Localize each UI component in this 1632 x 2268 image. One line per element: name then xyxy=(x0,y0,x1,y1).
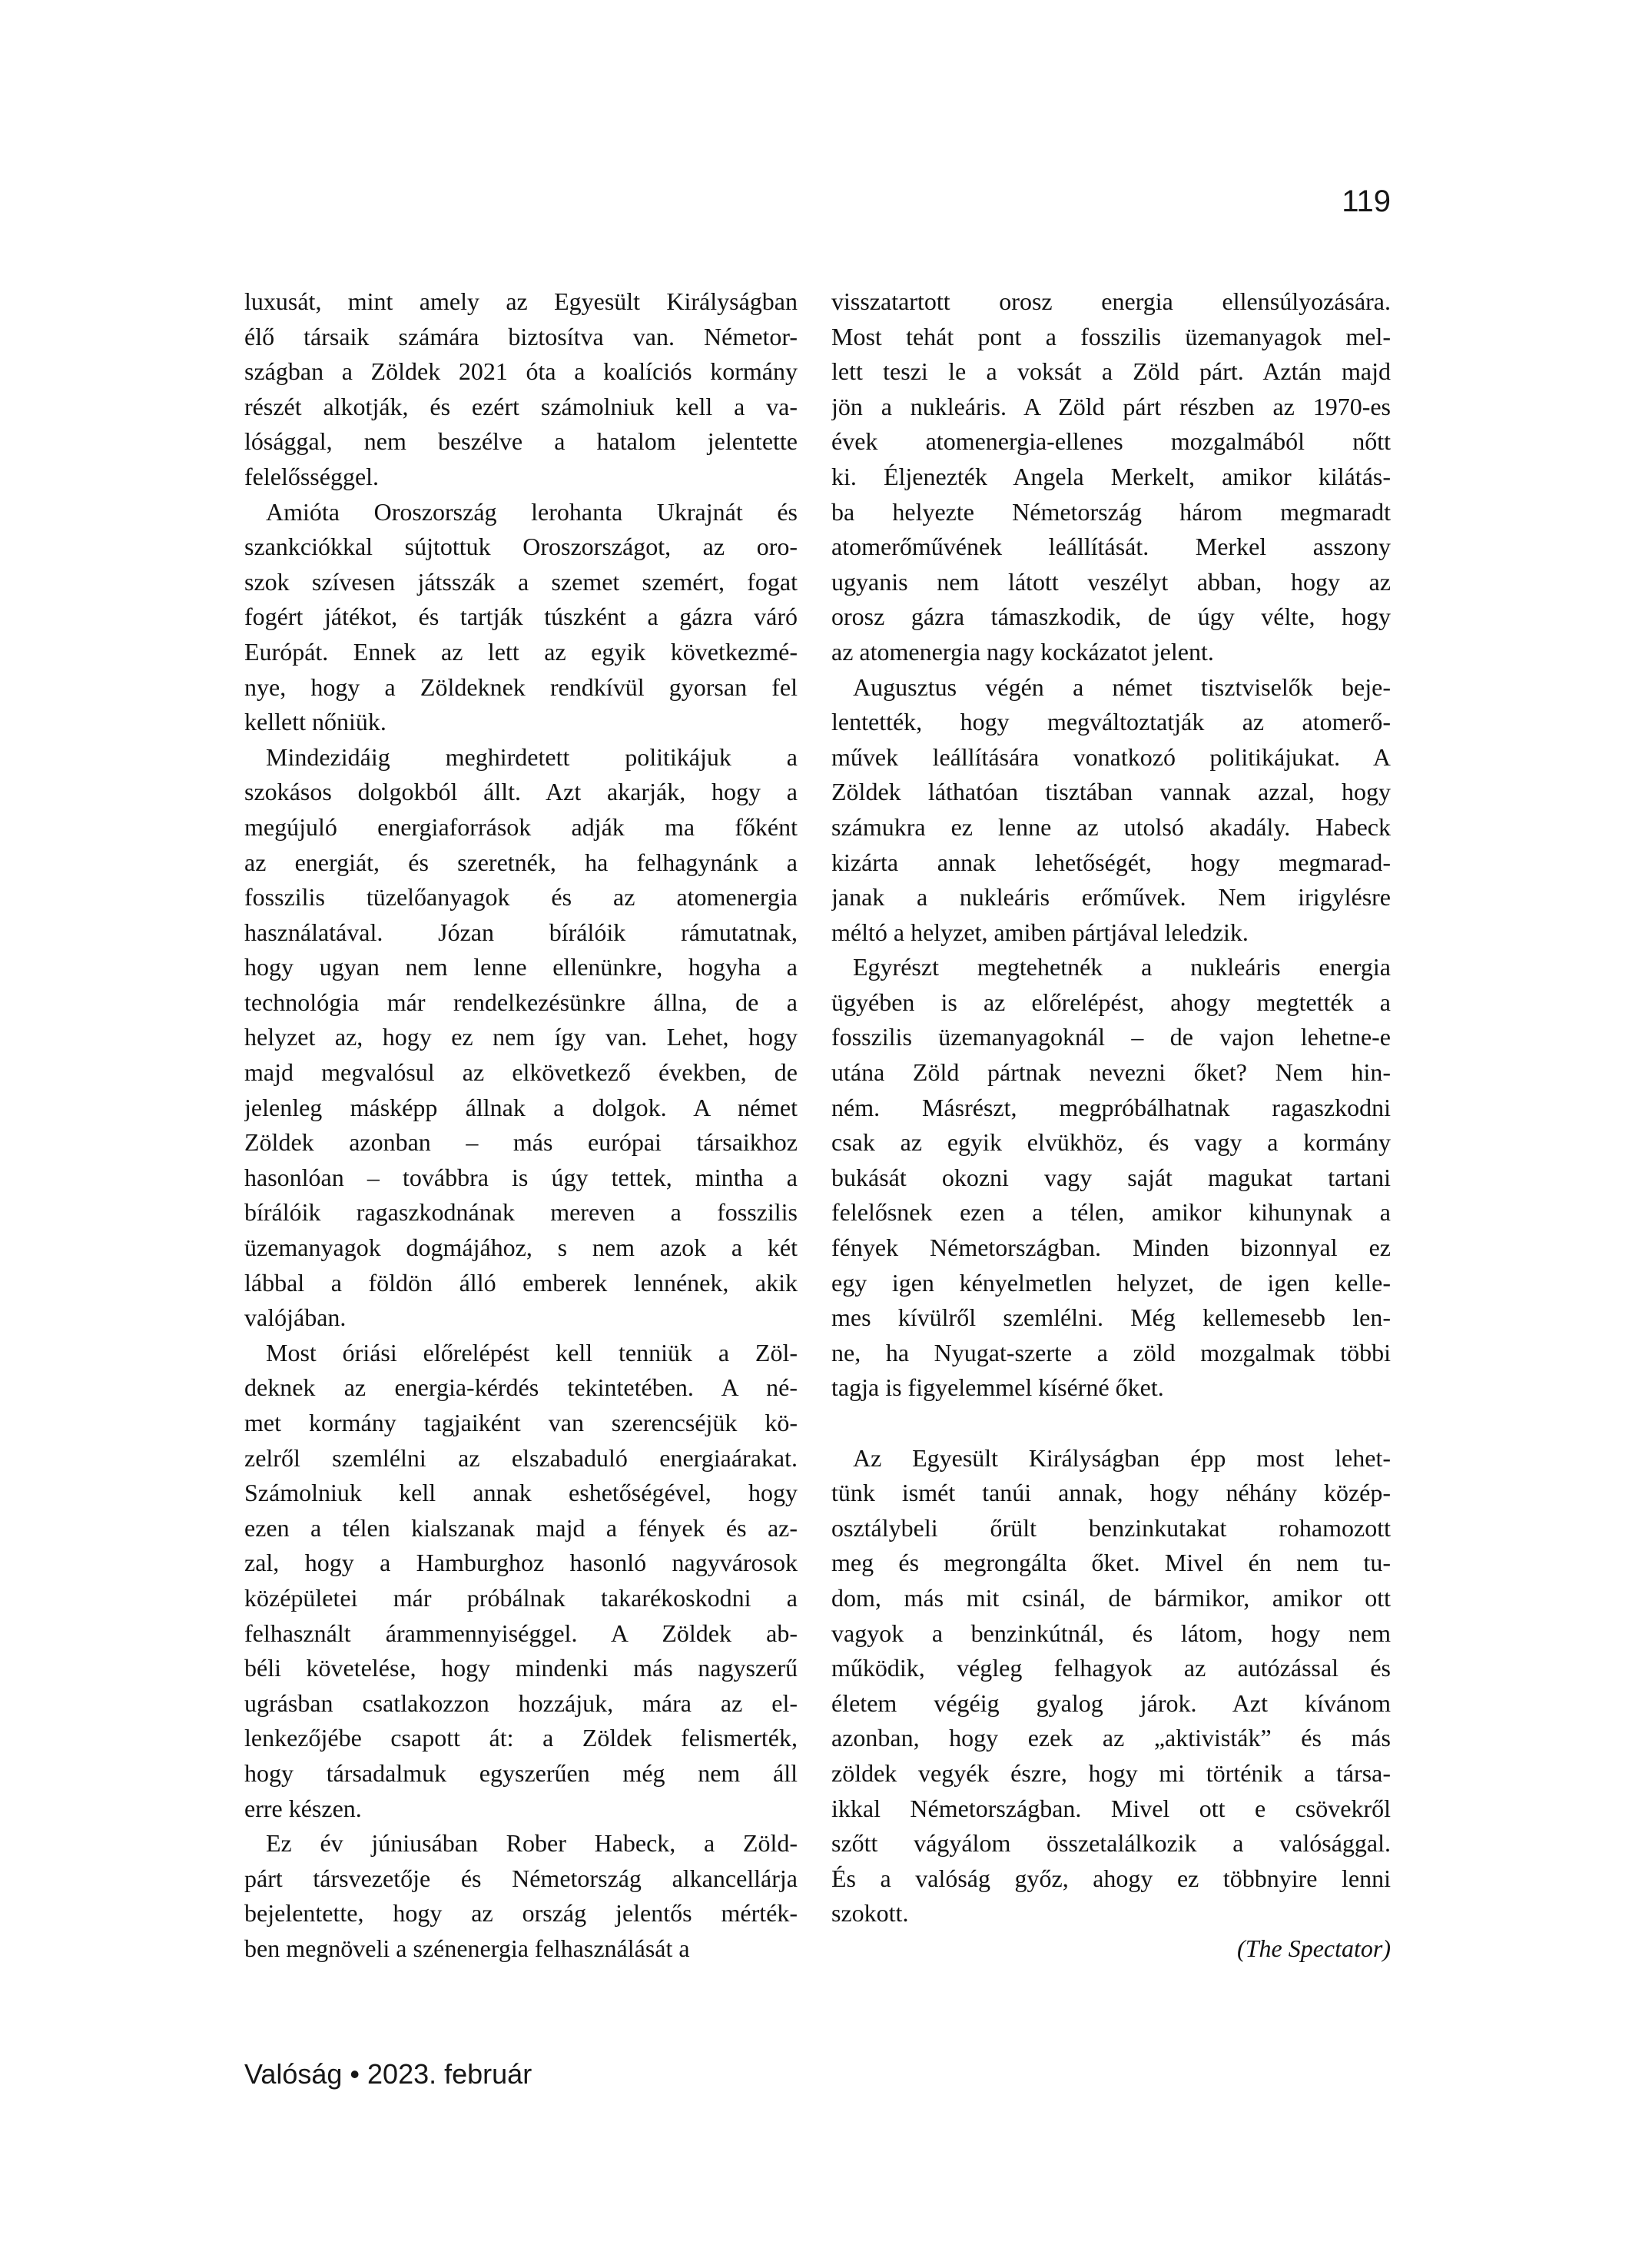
paragraph xyxy=(831,1441,1391,1931)
text-line: lenkezőjébe csapott át: a Zöldek felismerték, xyxy=(244,1724,798,1752)
text-line: ki. Éljenezték Angela Merkelt, amikor kilátás- xyxy=(831,462,1391,490)
text-line: üzemanyagok dogmájához, s nem azok a két xyxy=(244,1234,798,1262)
text-line: életem végéig gyalog járok. Azt kívánom xyxy=(831,1689,1391,1717)
text-line: részét alkotják, és ezért számolniuk kell a va- xyxy=(244,392,798,420)
text-line: janak a nukleáris erőművek. Nem irigylésre xyxy=(831,883,1391,912)
text-line: ne, ha Nyugat-szerte a zöld mozgalmak többi xyxy=(831,1338,1391,1366)
text-line: utána Zöld pártnak nevezni őket? Nem hin- xyxy=(831,1058,1391,1087)
text-line: kellett nőniük. xyxy=(244,708,386,736)
text-line: luxusát, mint amely az Egyesült Királyságban xyxy=(244,287,798,315)
text-line: középületei már próbálnak takarékoskodni a xyxy=(244,1583,798,1612)
text-line: szokott. xyxy=(831,1899,909,1928)
page-number: 119 xyxy=(1342,184,1391,218)
text-line: jelenleg másképp állnak a dolgok. A német xyxy=(244,1093,798,1121)
text-line: Amióta Oroszország lerohanta Ukrajnát és xyxy=(266,497,798,526)
text-line: szágban a Zöldek 2021 óta a koalíciós kormány xyxy=(244,357,798,386)
text-line: méltó a helyzet, amiben pártjával leledzik. xyxy=(831,918,1249,946)
text-line: évek atomenergia-ellenes mozgalmából nőtt xyxy=(831,427,1391,456)
text-line: fények Németországban. Minden bizonnyal ez xyxy=(831,1234,1391,1262)
text-line: ba helyezte Németország három megmaradt xyxy=(831,497,1391,526)
text-line: felelősnek ezen a télen, amikor kihunynak a xyxy=(831,1198,1391,1227)
text-line: Az Egyesült Királyságban épp most lehet- xyxy=(853,1443,1391,1472)
text-line: nye, hogy a Zöldeknek rendkívül gyorsan fel xyxy=(244,672,798,701)
text-line: ezen a télen kialszanak majd a fények és az- xyxy=(244,1513,798,1542)
text-line: szőtt vágyálom összetalálkozik a valósággal. xyxy=(831,1829,1391,1858)
text-line: atomerőművének leállítását. Merkel asszony xyxy=(831,533,1391,561)
text-line: egy igen kényelmetlen helyzet, de igen kelle- xyxy=(831,1268,1391,1297)
paragraph xyxy=(831,670,1391,951)
text-line: fogért játékot, és tartják túszként a gázra váró xyxy=(244,603,798,631)
text-line: ugrásban csatlakozzon hozzájuk, mára az el- xyxy=(244,1689,798,1717)
paragraph xyxy=(831,950,1391,1406)
journal-footer: Valóság • 2023. február xyxy=(244,2058,532,2090)
text-line: lábbal a földön álló emberek lennének, akik xyxy=(244,1268,798,1297)
paragraph xyxy=(244,495,798,740)
text-column-right-paragraphs xyxy=(831,284,1391,1931)
text-line: szankciókkal sújtottuk Oroszországot, az oro- xyxy=(244,533,798,561)
text-line: művek leállítására vonatkozó politikájukat. A xyxy=(831,742,1391,771)
paragraph xyxy=(244,740,798,1336)
text-line: működik, végleg felhagyok az autózással és xyxy=(831,1654,1391,1682)
text-line: szokásos dolgokból állt. Azt akarják, hogy a xyxy=(244,778,798,806)
text-line: lósággal, nem beszélve a hatalom jelentette xyxy=(244,427,798,456)
text-line: bírálóik ragaszkodnának mereven a fosszilis xyxy=(244,1198,798,1227)
text-line: visszatartott orosz energia ellensúlyozására. xyxy=(831,287,1391,315)
text-line: Zöldek láthatóan tisztában vannak azzal, hogy xyxy=(831,778,1391,806)
text-line: Most tehát pont a fosszilis üzemanyagok mel- xyxy=(831,322,1391,350)
text-line: kizárta annak lehetőségét, hogy megmarad- xyxy=(831,848,1391,876)
text-line: zelről szemlélni az elszabaduló energiaárakat. xyxy=(244,1443,798,1472)
text-line: számukra ez lenne az utolsó akadály. Habeck xyxy=(831,812,1391,841)
text-line: fosszilis tüzelőanyagok és az atomenergia xyxy=(244,883,798,912)
text-line: erre készen. xyxy=(244,1794,362,1822)
text-line: hogy ugyan nem lenne ellenünkre, hogyha a xyxy=(244,953,798,981)
text-line: szok szívesen játsszák a szemet szemért, fogat xyxy=(244,567,798,596)
text-line: tünk ismét tanúi annak, hogy néhány közép- xyxy=(831,1479,1391,1507)
source-attribution: (The Spectator) xyxy=(1237,1934,1391,1962)
text-line: bukását okozni vagy saját magukat tartani xyxy=(831,1163,1391,1191)
text-column-left xyxy=(244,284,798,1967)
text-line: vagyok a benzinkútnál, és látom, hogy nem xyxy=(831,1619,1391,1647)
text-line: osztálybeli őrült benzinkutakat rohamozott xyxy=(831,1513,1391,1542)
text-line: helyzet az, hogy ez nem így van. Lehet, hogy xyxy=(244,1023,798,1051)
text-line: mes kívülről szemlélni. Még kellemesebb len- xyxy=(831,1303,1391,1332)
text-line: fosszilis üzemanyagoknál – de vajon lehetne-e xyxy=(831,1023,1391,1051)
text-line: Zöldek azonban – más európai társaikhoz xyxy=(244,1128,798,1157)
text-line: Számolniuk kell annak eshetőségével, hogy xyxy=(244,1479,798,1507)
text-line: Mindezidáig meghirdetett politikájuk a xyxy=(266,742,798,771)
text-line: felelősséggel. xyxy=(244,462,380,490)
text-line: jön a nukleáris. A Zöld párt részben az 1970-es xyxy=(831,392,1391,420)
text-line: lentették, hogy megváltoztatják az atomerő- xyxy=(831,708,1391,736)
text-line: meg és megrongálta őket. Mivel én nem tu- xyxy=(831,1549,1391,1577)
text-line: azonban, hogy ezek az „aktivisták” és más xyxy=(831,1724,1391,1752)
text-line: csak az egyik elvükhöz, és vagy a kormány xyxy=(831,1128,1391,1157)
text-line: felhasznált árammennyiséggel. A Zöldek ab- xyxy=(244,1619,798,1647)
text-line: valójában. xyxy=(244,1303,347,1332)
text-line: Augusztus végén a német tisztviselők beje- xyxy=(853,672,1391,701)
text-line: Most óriási előrelépést kell tenniük a Zöl- xyxy=(266,1338,798,1366)
text-line: Ez év júniusában Rober Habeck, a Zöld- xyxy=(266,1829,798,1858)
text-line: technológia már rendelkezésünkre állna, de a xyxy=(244,988,798,1016)
text-line: megújuló energiaforrások adják ma főként xyxy=(244,812,798,841)
text-line: tagja is figyelemmel kísérné őket. xyxy=(831,1373,1164,1402)
text-column-right xyxy=(831,284,1391,1967)
text-line: hasonlóan – továbbra is úgy tettek, mintha a xyxy=(244,1163,798,1191)
text-line: használatával. Józan bírálóik rámutatnak, xyxy=(244,918,798,946)
text-line: az energiát, és szeretnék, ha felhagynánk a xyxy=(244,848,798,876)
text-line: orosz gázra támaszkodik, de úgy vélte, hogy xyxy=(831,603,1391,631)
paragraph xyxy=(244,1826,798,1966)
text-line: Egyrészt megtehetnék a nukleáris energia xyxy=(853,953,1391,981)
text-line: majd megvalósul az elkövetkező években, de xyxy=(244,1058,798,1087)
text-line: ügyében is az előrelépést, ahogy megtették a xyxy=(831,988,1391,1016)
text-line: Európát. Ennek az lett az egyik következmé- xyxy=(244,637,798,666)
text-line: met kormány tagjaiként van szerencséjük kö- xyxy=(244,1409,798,1436)
paragraph xyxy=(831,284,1391,670)
text-line: dom, más mit csinál, de bármikor, amikor ott xyxy=(831,1583,1391,1612)
text-line: ikkal Németországban. Mivel ott e csövekről xyxy=(831,1794,1391,1822)
text-line: ném. Másrészt, megpróbálhatnak ragaszkodni xyxy=(831,1093,1391,1121)
text-line: hogy társadalmuk egyszerűen még nem áll xyxy=(244,1758,798,1787)
text-line: lett teszi le a voksát a Zöld párt. Aztán majd xyxy=(831,357,1391,386)
text-line: És a valóság győz, ahogy ez többnyire lenni xyxy=(831,1864,1391,1892)
paragraph xyxy=(244,1336,798,1826)
text-line: béli követelése, hogy mindenki más nagyszerű xyxy=(244,1654,798,1682)
text-line: az atomenergia nagy kockázatot jelent. xyxy=(831,637,1214,666)
text-line: párt társvezetője és Németország alkancellárja xyxy=(244,1864,798,1892)
text-line: ben megnöveli a szénenergia felhasználását a xyxy=(244,1934,690,1962)
text-line: ugyanis nem látott veszélyt abban, hogy az xyxy=(831,567,1391,596)
text-line: bejelentette, hogy az ország jelentős mérték- xyxy=(244,1899,798,1928)
text-line: zöldek vegyék észre, hogy mi történik a társa- xyxy=(831,1758,1391,1787)
paragraph xyxy=(244,284,798,495)
text-line: élő társaik számára biztosítva van. Németor- xyxy=(244,322,798,350)
text-line: zal, hogy a Hamburghoz hasonló nagyvárosok xyxy=(244,1549,798,1577)
text-line: deknek az energia-kérdés tekintetében. A né- xyxy=(244,1373,798,1402)
